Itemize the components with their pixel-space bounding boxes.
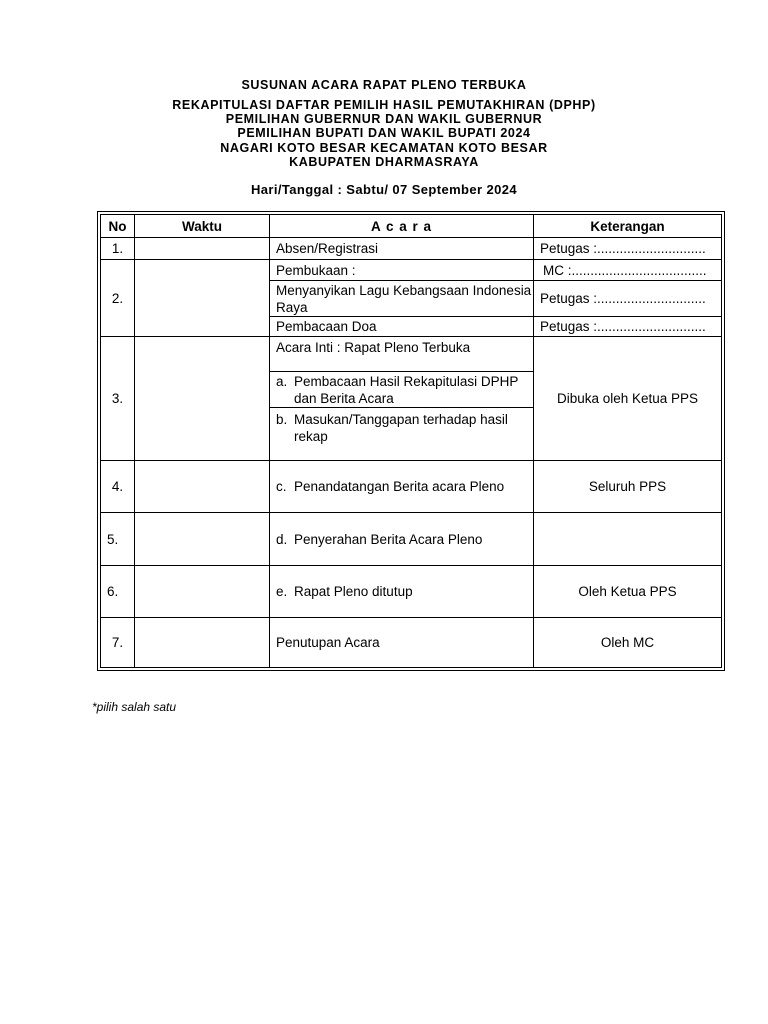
- row2-keterangan-petugas-doa: Petugas :.............................: [540, 319, 706, 334]
- row3-acara-a-text: Pembacaan Hasil Rekapitulasi DPHP dan Berita Acara: [294, 373, 519, 406]
- agenda-table: [97, 211, 725, 671]
- row6-no: 6.: [107, 584, 119, 599]
- row5-keterangan: [534, 513, 721, 565]
- row3-acara-b: [270, 408, 533, 448]
- col-divider: [134, 215, 135, 667]
- heading-line: PEMILIHAN GUBERNUR DAN WAKIL GUBERNUR: [225, 112, 543, 127]
- header-waktu: Waktu: [182, 218, 222, 234]
- heading-line: PEMILIHAN BUPATI DAN WAKIL BUPATI 2024: [237, 126, 531, 141]
- row1-acara: Absen/Registrasi: [276, 241, 379, 256]
- list-marker: b.: [276, 412, 288, 427]
- row3-keterangan: Dibuka oleh Ketua PPS: [556, 391, 699, 406]
- heading-line: REKAPITULASI DAFTAR PEMILIH HASIL PEMUTAKHIRAN (DPHP): [172, 98, 596, 112]
- list-marker: c.: [276, 479, 287, 494]
- row1-keterangan: Petugas :.............................: [540, 241, 706, 256]
- header-no: No: [108, 218, 127, 234]
- footnote: *pilih salah satu: [92, 700, 177, 714]
- row2-keterangan-mc: MC :....................................: [543, 262, 707, 278]
- row2-keterangan-petugas: Petugas :.............................: [540, 291, 706, 306]
- row7-no: 7.: [111, 635, 124, 650]
- list-marker: a.: [276, 373, 288, 389]
- row2-acara-pembukaan: Pembukaan :: [276, 262, 356, 278]
- date-line: Hari/Tanggal : Sabtu/ 07 September 2024: [250, 182, 518, 197]
- row2-acara-doa: Pembacaan Doa: [276, 319, 377, 334]
- row3-acara-a: [270, 372, 533, 407]
- row7-keterangan: Oleh MC: [600, 635, 655, 650]
- row1-no: 1.: [111, 241, 124, 256]
- row4-acara-text: Penandatangan Berita acara Pleno: [294, 479, 505, 494]
- heading-line: KABUPATEN DHARMASRAYA: [289, 154, 479, 169]
- heading-line: NAGARI KOTO BESAR KECAMATAN KOTO BESAR: [220, 140, 548, 155]
- table-inner-border: [100, 214, 722, 668]
- row6-acara-text: Rapat Pleno ditutup: [294, 584, 413, 599]
- row4-no: 4.: [111, 479, 124, 494]
- row4-acara: [270, 461, 533, 512]
- row6-keterangan: Oleh Ketua PPS: [578, 584, 677, 599]
- row3-acara-inti: Acara Inti : Rapat Pleno Terbuka: [276, 339, 471, 355]
- row2-no: 2.: [111, 290, 124, 306]
- document-heading: [0, 98, 768, 169]
- header-acara: A c a r a: [370, 218, 433, 234]
- row6-acara: [270, 566, 533, 617]
- row5-no: 5.: [107, 531, 119, 547]
- list-marker: d.: [276, 531, 288, 547]
- document-title: SUSUNAN ACARA RAPAT PLENO TERBUKA: [241, 78, 527, 92]
- row7-acara: Penutupan Acara: [276, 635, 380, 650]
- row5-acara: [270, 513, 533, 565]
- row5-acara-text: Penyerahan Berita Acara Pleno: [294, 531, 483, 547]
- row2-acara-indonesia-raya: Menyanyikan Lagu Kebangsaan Indonesia Raya: [276, 282, 532, 315]
- row3-acara-b-text: Masukan/Tanggapan terhadap hasil rekap: [294, 412, 508, 444]
- list-marker: e.: [276, 584, 288, 599]
- row3-no: 3.: [111, 391, 124, 406]
- header-keterangan: Keterangan: [590, 218, 665, 234]
- row4-keterangan: Seluruh PPS: [588, 479, 667, 494]
